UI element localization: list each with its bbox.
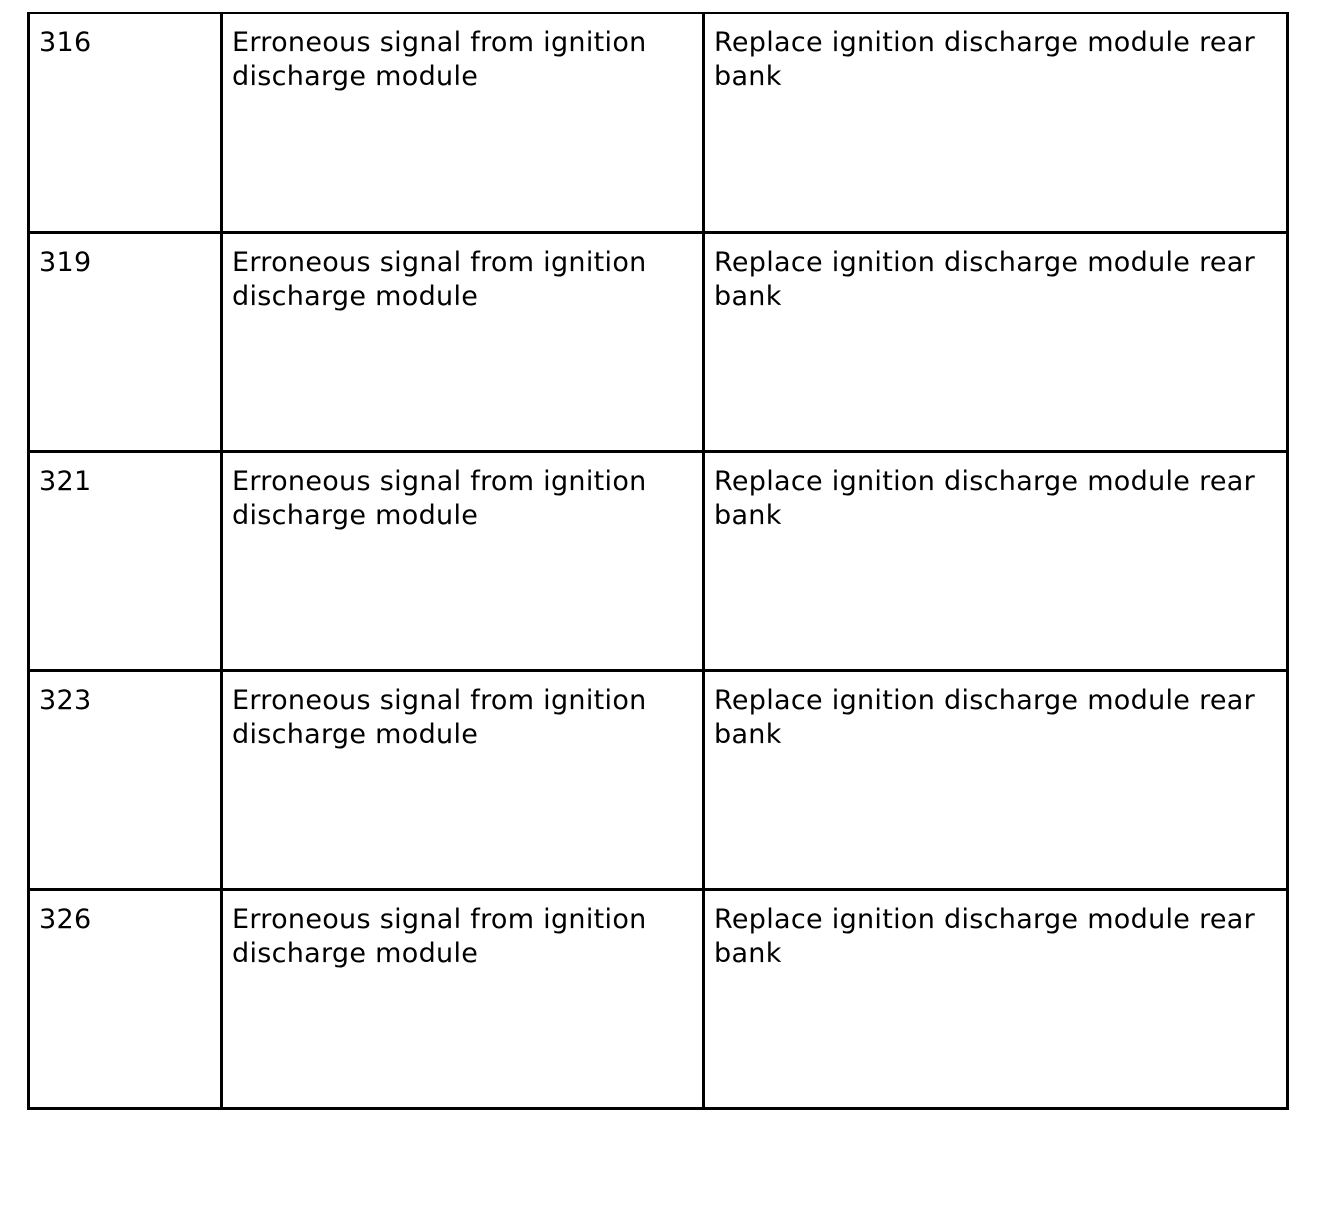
fault-cause-cell: Erroneous signal from ignition discharge module <box>222 232 704 451</box>
fault-cause-cell: Erroneous signal from ignition discharge module <box>222 889 704 1108</box>
table-row <box>29 670 1288 889</box>
fault-code-cell: 326 <box>29 889 222 1108</box>
remedy-action-cell: Replace ignition discharge module rear bank <box>704 232 1288 451</box>
fault-cause-cell: Erroneous signal from ignition discharge module <box>222 451 704 670</box>
table-row <box>29 889 1288 1108</box>
remedy-action-cell: Replace ignition discharge module rear bank <box>704 13 1288 232</box>
remedy-action-cell: Replace ignition discharge module rear bank <box>704 889 1288 1108</box>
fault-code-table <box>27 12 1289 1110</box>
table-row <box>29 232 1288 451</box>
fault-code-cell: 319 <box>29 232 222 451</box>
fault-cause-cell: Erroneous signal from ignition discharge module <box>222 13 704 232</box>
fault-code-cell: 316 <box>29 13 222 232</box>
remedy-action-cell: Replace ignition discharge module rear bank <box>704 451 1288 670</box>
table-row <box>29 13 1288 232</box>
fault-cause-cell: Erroneous signal from ignition discharge module <box>222 670 704 889</box>
remedy-action-cell: Replace ignition discharge module rear bank <box>704 670 1288 889</box>
fault-code-cell: 321 <box>29 451 222 670</box>
table-row <box>29 451 1288 670</box>
fault-code-cell: 323 <box>29 670 222 889</box>
